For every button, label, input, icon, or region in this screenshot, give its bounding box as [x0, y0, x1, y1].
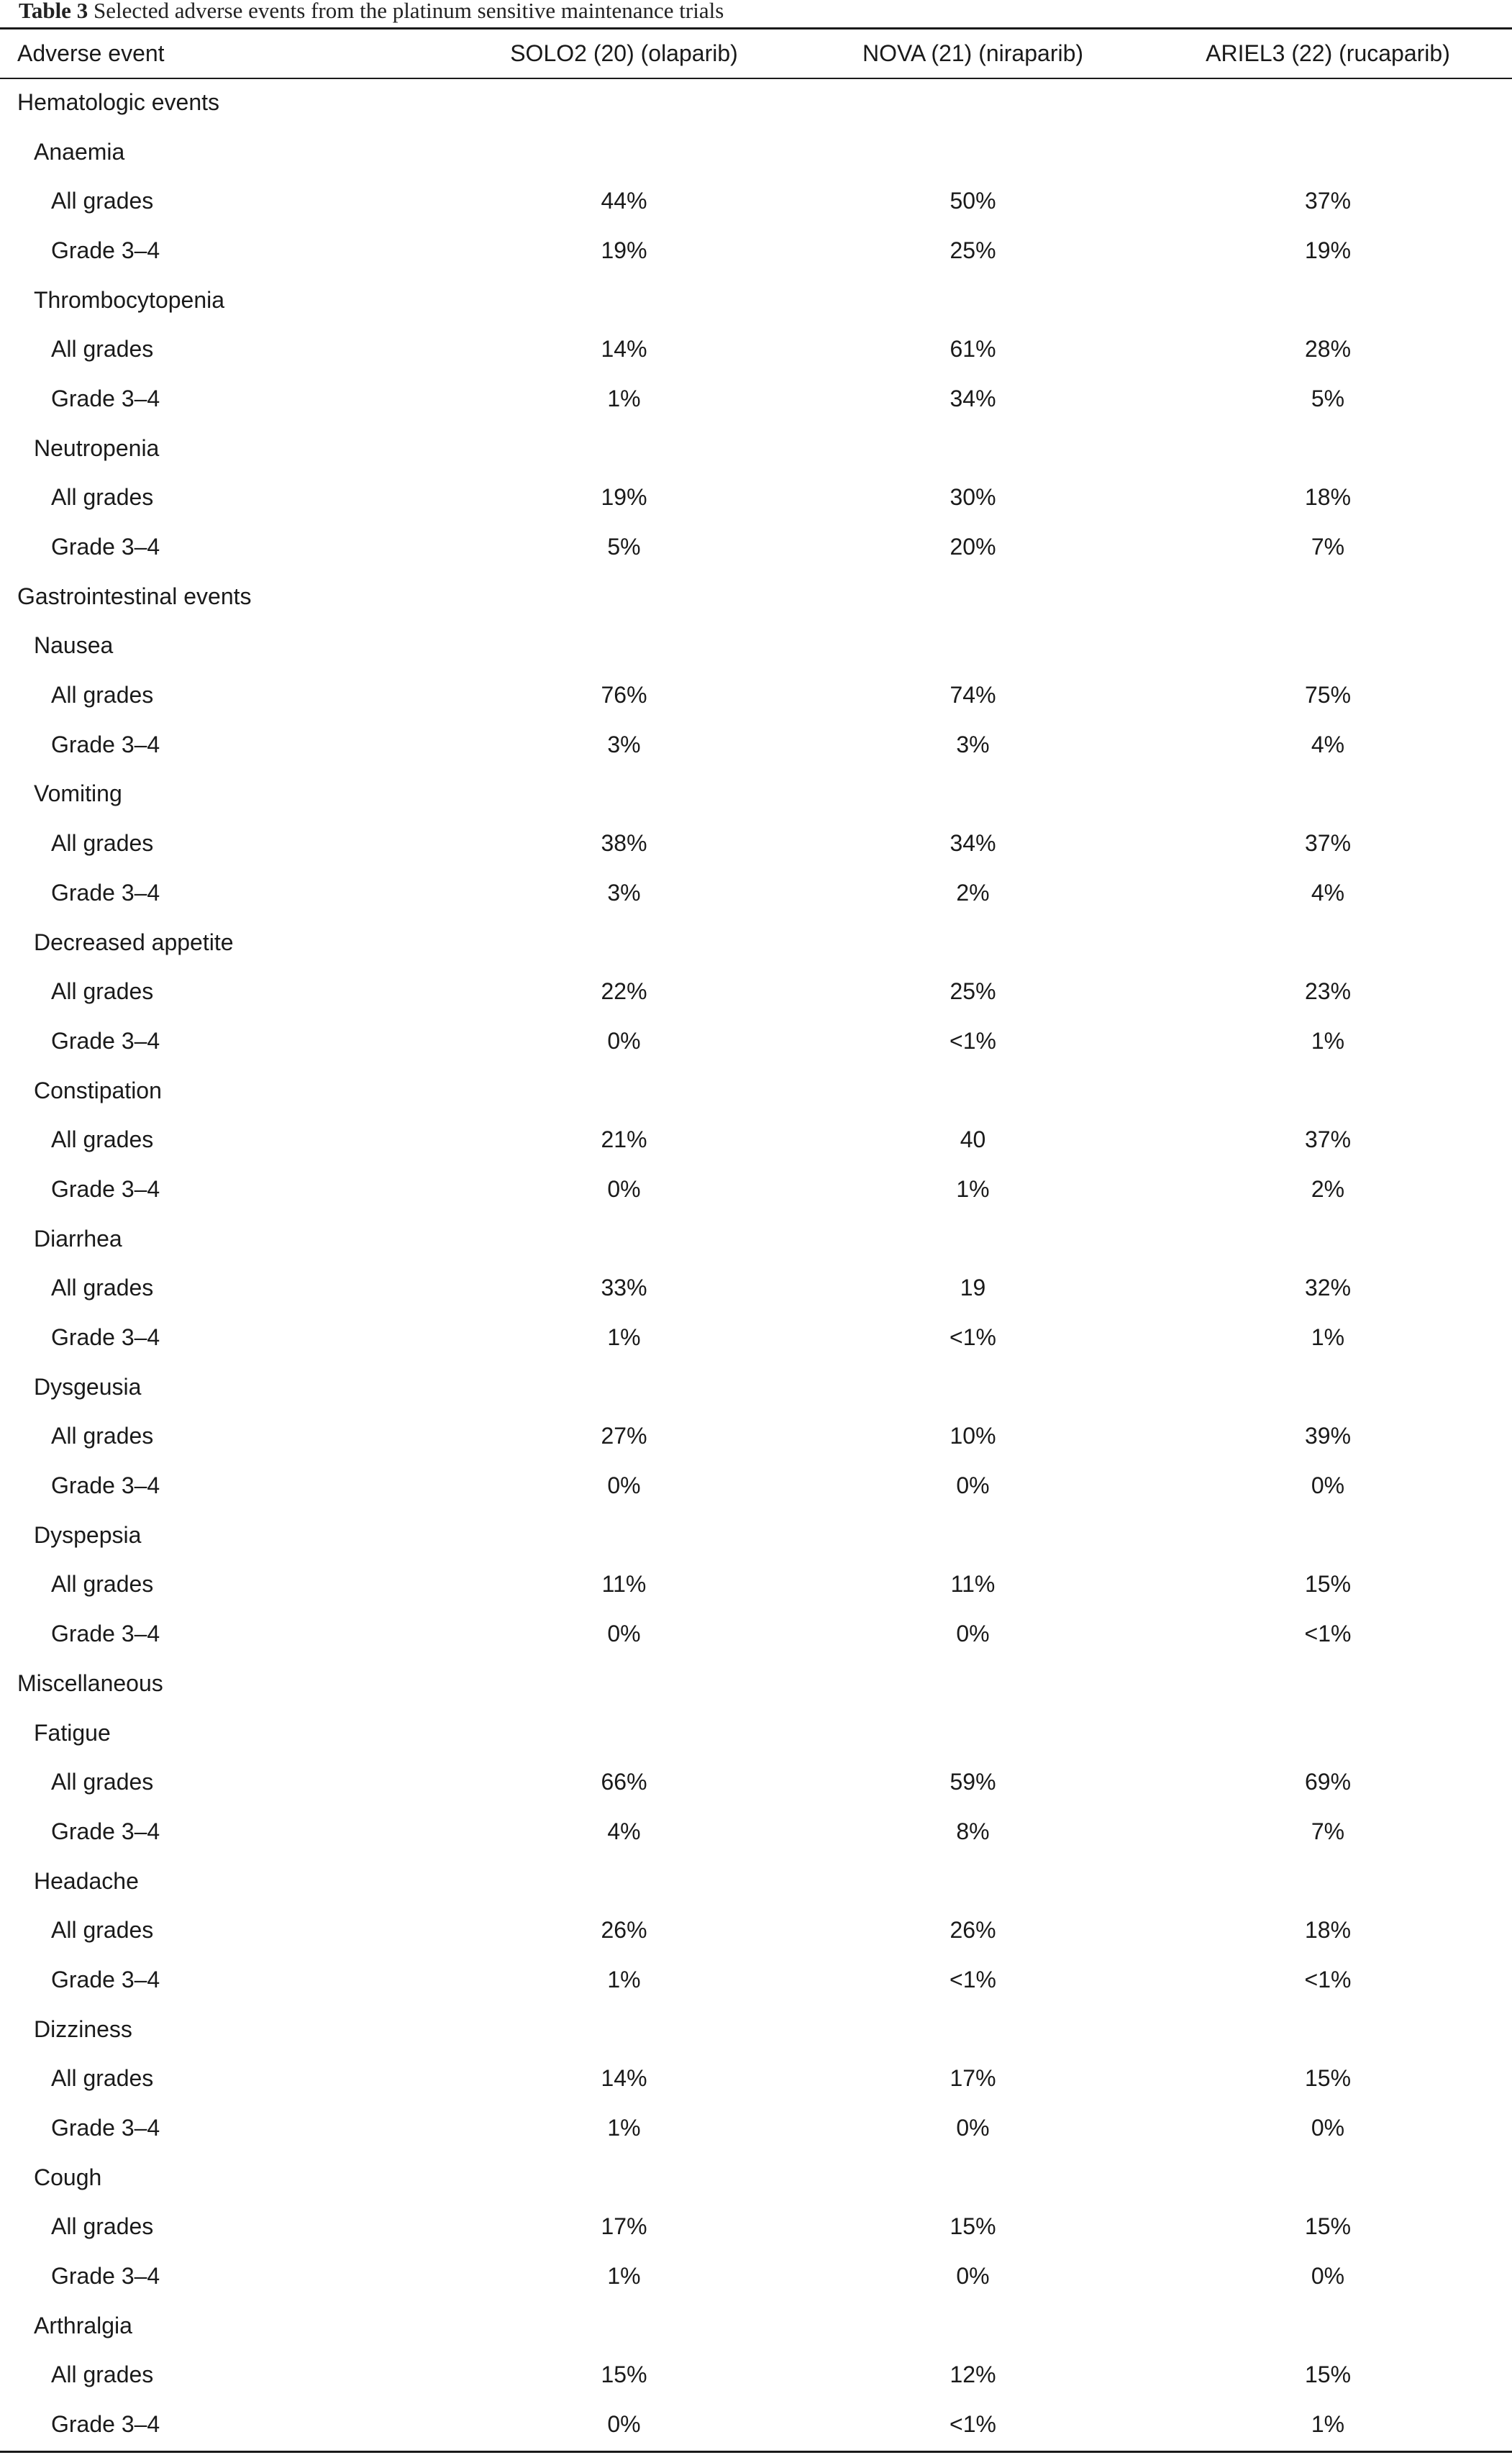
solo2-value: 21% [601, 1126, 647, 1153]
nova-value: 34% [949, 830, 996, 857]
ariel3-value [1144, 127, 1512, 177]
nova-value [802, 2005, 1144, 2054]
solo2-value [446, 2301, 802, 2351]
solo2-value: 0% [607, 1027, 641, 1054]
ariel3-value: 39% [1304, 1423, 1352, 1449]
event-label: Nausea [34, 632, 114, 659]
nova-value: 25% [949, 237, 996, 263]
ariel3-value [1144, 2153, 1512, 2203]
event-label: Neutropenia [34, 434, 160, 461]
ariel3-value: <1% [1304, 1966, 1352, 1992]
ariel3-value: 0% [1311, 1472, 1345, 1499]
solo2-value: 0% [607, 1621, 641, 1647]
nova-value: 61% [949, 336, 996, 363]
solo2-value: 4% [607, 1818, 641, 1844]
nova-value: <1% [949, 1966, 996, 1992]
table-row [0, 720, 1512, 770]
solo2-value: 11% [601, 1571, 647, 1598]
event-label: Dyspepsia [34, 1521, 142, 1548]
table-row [0, 2351, 1512, 2400]
grade-label: All grades [51, 188, 154, 214]
ariel3-value [1144, 424, 1512, 473]
ariel3-value [1144, 1708, 1512, 1758]
ariel3-value: 1% [1311, 1324, 1345, 1351]
table-row [0, 1905, 1512, 1955]
solo2-value: 1% [607, 1966, 641, 1992]
table-row [0, 176, 1512, 226]
adverse-events-table [0, 29, 1512, 2449]
nova-value: 74% [949, 682, 996, 709]
table-caption-label: Table 3 [19, 0, 88, 23]
table-group-row [0, 1362, 1512, 1412]
nova-value [802, 2153, 1144, 2203]
table-row [0, 670, 1512, 720]
table-group-row [0, 2005, 1512, 2054]
column-header-nova: NOVA (21) (niraparib) [862, 40, 1084, 66]
nova-value: 0% [956, 1472, 990, 1499]
grade-label: Grade 3–4 [51, 534, 160, 560]
solo2-value: 27% [601, 1423, 647, 1449]
ariel3-value: 15% [1304, 2065, 1352, 2092]
solo2-value: 15% [601, 2361, 647, 2388]
solo2-value [446, 275, 802, 325]
grade-label: Grade 3–4 [51, 2115, 160, 2141]
ariel3-value [1144, 572, 1512, 621]
ariel3-value: 0% [1311, 2263, 1345, 2290]
ariel3-value [1144, 770, 1512, 819]
solo2-value [446, 621, 802, 671]
grade-label: Grade 3–4 [51, 1027, 160, 1054]
nova-value: 10% [949, 1423, 996, 1449]
solo2-value: 0% [607, 1175, 641, 1202]
grade-label: Grade 3–4 [51, 1966, 160, 1992]
solo2-value: 0% [607, 2411, 641, 2438]
solo2-value: 38% [601, 830, 647, 857]
table-row [0, 967, 1512, 1016]
ariel3-value: 19% [1304, 237, 1352, 263]
table-row [0, 1757, 1512, 1807]
section-label: Hematologic events [17, 88, 220, 115]
ariel3-value [1144, 2005, 1512, 2054]
table-group-row [0, 1511, 1512, 1560]
ariel3-value [1144, 1362, 1512, 1412]
solo2-value: 3% [607, 731, 641, 757]
table-row [0, 819, 1512, 868]
grade-label: All grades [51, 2361, 154, 2388]
nova-value: 1% [956, 1175, 990, 1202]
solo2-value [446, 1659, 802, 1708]
section-label: Gastrointestinal events [17, 583, 252, 609]
table-section-row [0, 572, 1512, 621]
solo2-value: 14% [601, 336, 647, 363]
solo2-value: 19% [601, 237, 647, 263]
table-row [0, 226, 1512, 275]
ariel3-value: 5% [1311, 385, 1345, 411]
ariel3-value: 75% [1304, 682, 1352, 709]
solo2-value: 66% [601, 1769, 647, 1795]
ariel3-value [1144, 1857, 1512, 1906]
nova-value: 3% [956, 731, 990, 757]
solo2-value [446, 1214, 802, 1264]
grade-label: All grades [51, 978, 154, 1005]
solo2-value: 26% [601, 1917, 647, 1944]
ariel3-value: 18% [1304, 1917, 1352, 1944]
grade-label: All grades [51, 1126, 154, 1153]
ariel3-value: <1% [1304, 1621, 1352, 1647]
ariel3-value: 1% [1311, 2411, 1345, 2438]
nova-value [802, 1659, 1144, 1708]
nova-value: 0% [956, 1621, 990, 1647]
table-row [0, 1560, 1512, 1610]
nova-value [802, 918, 1144, 967]
table-row [0, 2054, 1512, 2104]
solo2-value [446, 1857, 802, 1906]
table-header-row [0, 29, 1512, 78]
nova-value: 15% [949, 2213, 996, 2240]
column-header-solo2: SOLO2 (20) (olaparib) [510, 40, 738, 66]
table-row [0, 1955, 1512, 2005]
event-label: Arthralgia [34, 2312, 132, 2338]
table-row [0, 868, 1512, 918]
event-label: Thrombocytopenia [34, 286, 225, 313]
nova-value [802, 78, 1144, 127]
nova-value: 34% [949, 385, 996, 411]
grade-label: Grade 3–4 [51, 385, 160, 411]
grade-label: All grades [51, 484, 154, 511]
nova-value: <1% [949, 1324, 996, 1351]
ariel3-value: 4% [1311, 731, 1345, 757]
solo2-value [446, 2005, 802, 2054]
solo2-value: 1% [607, 2263, 641, 2290]
ariel3-value: 15% [1304, 2213, 1352, 2240]
table-row [0, 1016, 1512, 1066]
nova-value: 11% [950, 1571, 996, 1598]
ariel3-value [1144, 1511, 1512, 1560]
event-label: Dizziness [34, 2016, 132, 2042]
solo2-value [446, 918, 802, 967]
ariel3-value: 2% [1311, 1175, 1345, 1202]
event-label: Constipation [34, 1077, 162, 1103]
solo2-value: 1% [607, 1324, 641, 1351]
nova-value [802, 1511, 1144, 1560]
nova-value: 12% [949, 2361, 996, 2388]
ariel3-value [1144, 918, 1512, 967]
ariel3-value [1144, 2301, 1512, 2351]
ariel3-value [1144, 1066, 1512, 1116]
nova-value: 19 [960, 1275, 986, 1301]
solo2-value: 14% [601, 2065, 647, 2092]
nova-value: 20% [949, 534, 996, 560]
ariel3-value: 7% [1311, 534, 1345, 560]
nova-value: 2% [956, 879, 990, 906]
ariel3-value [1144, 275, 1512, 325]
table-caption-text: Selected adverse events from the platinum sensitive maintenance trials [93, 0, 724, 23]
solo2-value: 3% [607, 879, 641, 906]
column-header-adverse-event: Adverse event [17, 40, 165, 66]
grade-label: Grade 3–4 [51, 2411, 160, 2438]
nova-value: 30% [949, 484, 996, 511]
table-group-row [0, 2153, 1512, 2203]
table-section-row [0, 78, 1512, 127]
ariel3-value: 28% [1304, 336, 1352, 363]
nova-value [802, 572, 1144, 621]
ariel3-value: 37% [1304, 830, 1352, 857]
solo2-value [446, 424, 802, 473]
table-row [0, 1264, 1512, 1313]
grade-label: All grades [51, 682, 154, 709]
grade-label: All grades [51, 1423, 154, 1449]
grade-label: All grades [51, 1917, 154, 1944]
event-label: Decreased appetite [34, 929, 234, 955]
table-group-row [0, 275, 1512, 325]
ariel3-value: 23% [1304, 978, 1352, 1005]
grade-label: All grades [51, 2065, 154, 2092]
event-label: Headache [34, 1867, 139, 1894]
grade-label: Grade 3–4 [51, 1175, 160, 1202]
solo2-value: 5% [607, 534, 641, 560]
nova-value: 26% [949, 1917, 996, 1944]
solo2-value: 19% [601, 484, 647, 511]
grade-label: Grade 3–4 [51, 1818, 160, 1844]
nova-value: 50% [949, 188, 996, 214]
ariel3-value [1144, 78, 1512, 127]
nova-value: 0% [956, 2263, 990, 2290]
nova-value: 40 [960, 1126, 986, 1153]
section-label: Miscellaneous [17, 1670, 163, 1696]
grade-label: All grades [51, 1769, 154, 1795]
solo2-value [446, 1362, 802, 1412]
solo2-value: 0% [607, 1472, 641, 1499]
nova-value [802, 127, 1144, 177]
grade-label: Grade 3–4 [51, 1621, 160, 1647]
table-group-row [0, 424, 1512, 473]
ariel3-value: 1% [1311, 1027, 1345, 1054]
event-label: Vomiting [34, 780, 122, 807]
table-row [0, 2251, 1512, 2301]
table-group-row [0, 1066, 1512, 1116]
table-group-row [0, 1708, 1512, 1758]
grade-label: Grade 3–4 [51, 2263, 160, 2290]
ariel3-value: 37% [1304, 188, 1352, 214]
solo2-value [446, 1511, 802, 1560]
ariel3-value: 69% [1304, 1769, 1352, 1795]
solo2-value [446, 770, 802, 819]
ariel3-value: 18% [1304, 484, 1352, 511]
table-row [0, 1461, 1512, 1511]
nova-value [802, 1362, 1144, 1412]
grade-label: All grades [51, 1275, 154, 1301]
table-group-row [0, 918, 1512, 967]
column-header-ariel3: ARIEL3 (22) (rucaparib) [1206, 40, 1450, 66]
ariel3-value: 7% [1311, 1818, 1345, 1844]
table-group-row [0, 2301, 1512, 2351]
solo2-value: 22% [601, 978, 647, 1005]
event-label: Diarrhea [34, 1225, 122, 1252]
solo2-value [446, 572, 802, 621]
table-row [0, 1412, 1512, 1462]
nova-value [802, 621, 1144, 671]
table-group-row [0, 1857, 1512, 1906]
nova-value [802, 424, 1144, 473]
grade-label: All grades [51, 336, 154, 363]
solo2-value [446, 127, 802, 177]
nova-value [802, 2301, 1144, 2351]
ariel3-value [1144, 621, 1512, 671]
ariel3-value: 4% [1311, 879, 1345, 906]
table-row [0, 374, 1512, 424]
grade-label: Grade 3–4 [51, 1324, 160, 1351]
grade-label: All grades [51, 830, 154, 857]
grade-label: All grades [51, 1571, 154, 1598]
nova-value [802, 275, 1144, 325]
solo2-value: 76% [601, 682, 647, 709]
solo2-value: 1% [607, 385, 641, 411]
solo2-value [446, 1066, 802, 1116]
ariel3-value: 0% [1311, 2115, 1345, 2141]
ariel3-value: 15% [1304, 2361, 1352, 2388]
nova-value: <1% [949, 2411, 996, 2438]
table-group-row [0, 770, 1512, 819]
event-label: Cough [34, 2164, 102, 2190]
table-row [0, 1313, 1512, 1362]
nova-value [802, 1066, 1144, 1116]
ariel3-value [1144, 1214, 1512, 1264]
nova-value: <1% [949, 1027, 996, 1054]
table-row [0, 473, 1512, 523]
table-row [0, 2103, 1512, 2153]
table-row [0, 1165, 1512, 1214]
table-section-row [0, 1659, 1512, 1708]
table-row [0, 1807, 1512, 1857]
grade-label: Grade 3–4 [51, 237, 160, 263]
solo2-value [446, 2153, 802, 2203]
table-group-row [0, 127, 1512, 177]
event-label: Fatigue [34, 1719, 111, 1746]
table-caption [19, 0, 724, 27]
table-group-row [0, 1214, 1512, 1264]
nova-value [802, 1708, 1144, 1758]
table-bottom-rule [0, 2451, 1512, 2453]
nova-value [802, 1857, 1144, 1906]
nova-value [802, 770, 1144, 819]
table-row [0, 522, 1512, 572]
nova-value: 8% [956, 1818, 990, 1844]
solo2-value: 44% [601, 188, 647, 214]
ariel3-value: 37% [1304, 1126, 1352, 1153]
ariel3-value: 32% [1304, 1275, 1352, 1301]
table-body [0, 78, 1512, 2449]
nova-value: 25% [949, 978, 996, 1005]
table-row [0, 324, 1512, 374]
table-row [0, 1609, 1512, 1659]
nova-value: 59% [949, 1769, 996, 1795]
solo2-value [446, 1708, 802, 1758]
solo2-value [446, 78, 802, 127]
table-row [0, 2203, 1512, 2252]
solo2-value: 33% [601, 1275, 647, 1301]
solo2-value: 17% [601, 2213, 647, 2240]
event-label: Anaemia [34, 138, 125, 165]
event-label: Dysgeusia [34, 1373, 142, 1400]
table-row [0, 1115, 1512, 1165]
nova-value: 0% [956, 2115, 990, 2141]
grade-label: Grade 3–4 [51, 879, 160, 906]
table-group-row [0, 621, 1512, 671]
ariel3-value [1144, 1659, 1512, 1708]
ariel3-value: 15% [1304, 1571, 1352, 1598]
table-row [0, 2400, 1512, 2449]
solo2-value: 1% [607, 2115, 641, 2141]
nova-value [802, 1214, 1144, 1264]
grade-label: All grades [51, 2213, 154, 2240]
nova-value: 17% [949, 2065, 996, 2092]
grade-label: Grade 3–4 [51, 731, 160, 757]
grade-label: Grade 3–4 [51, 1472, 160, 1499]
